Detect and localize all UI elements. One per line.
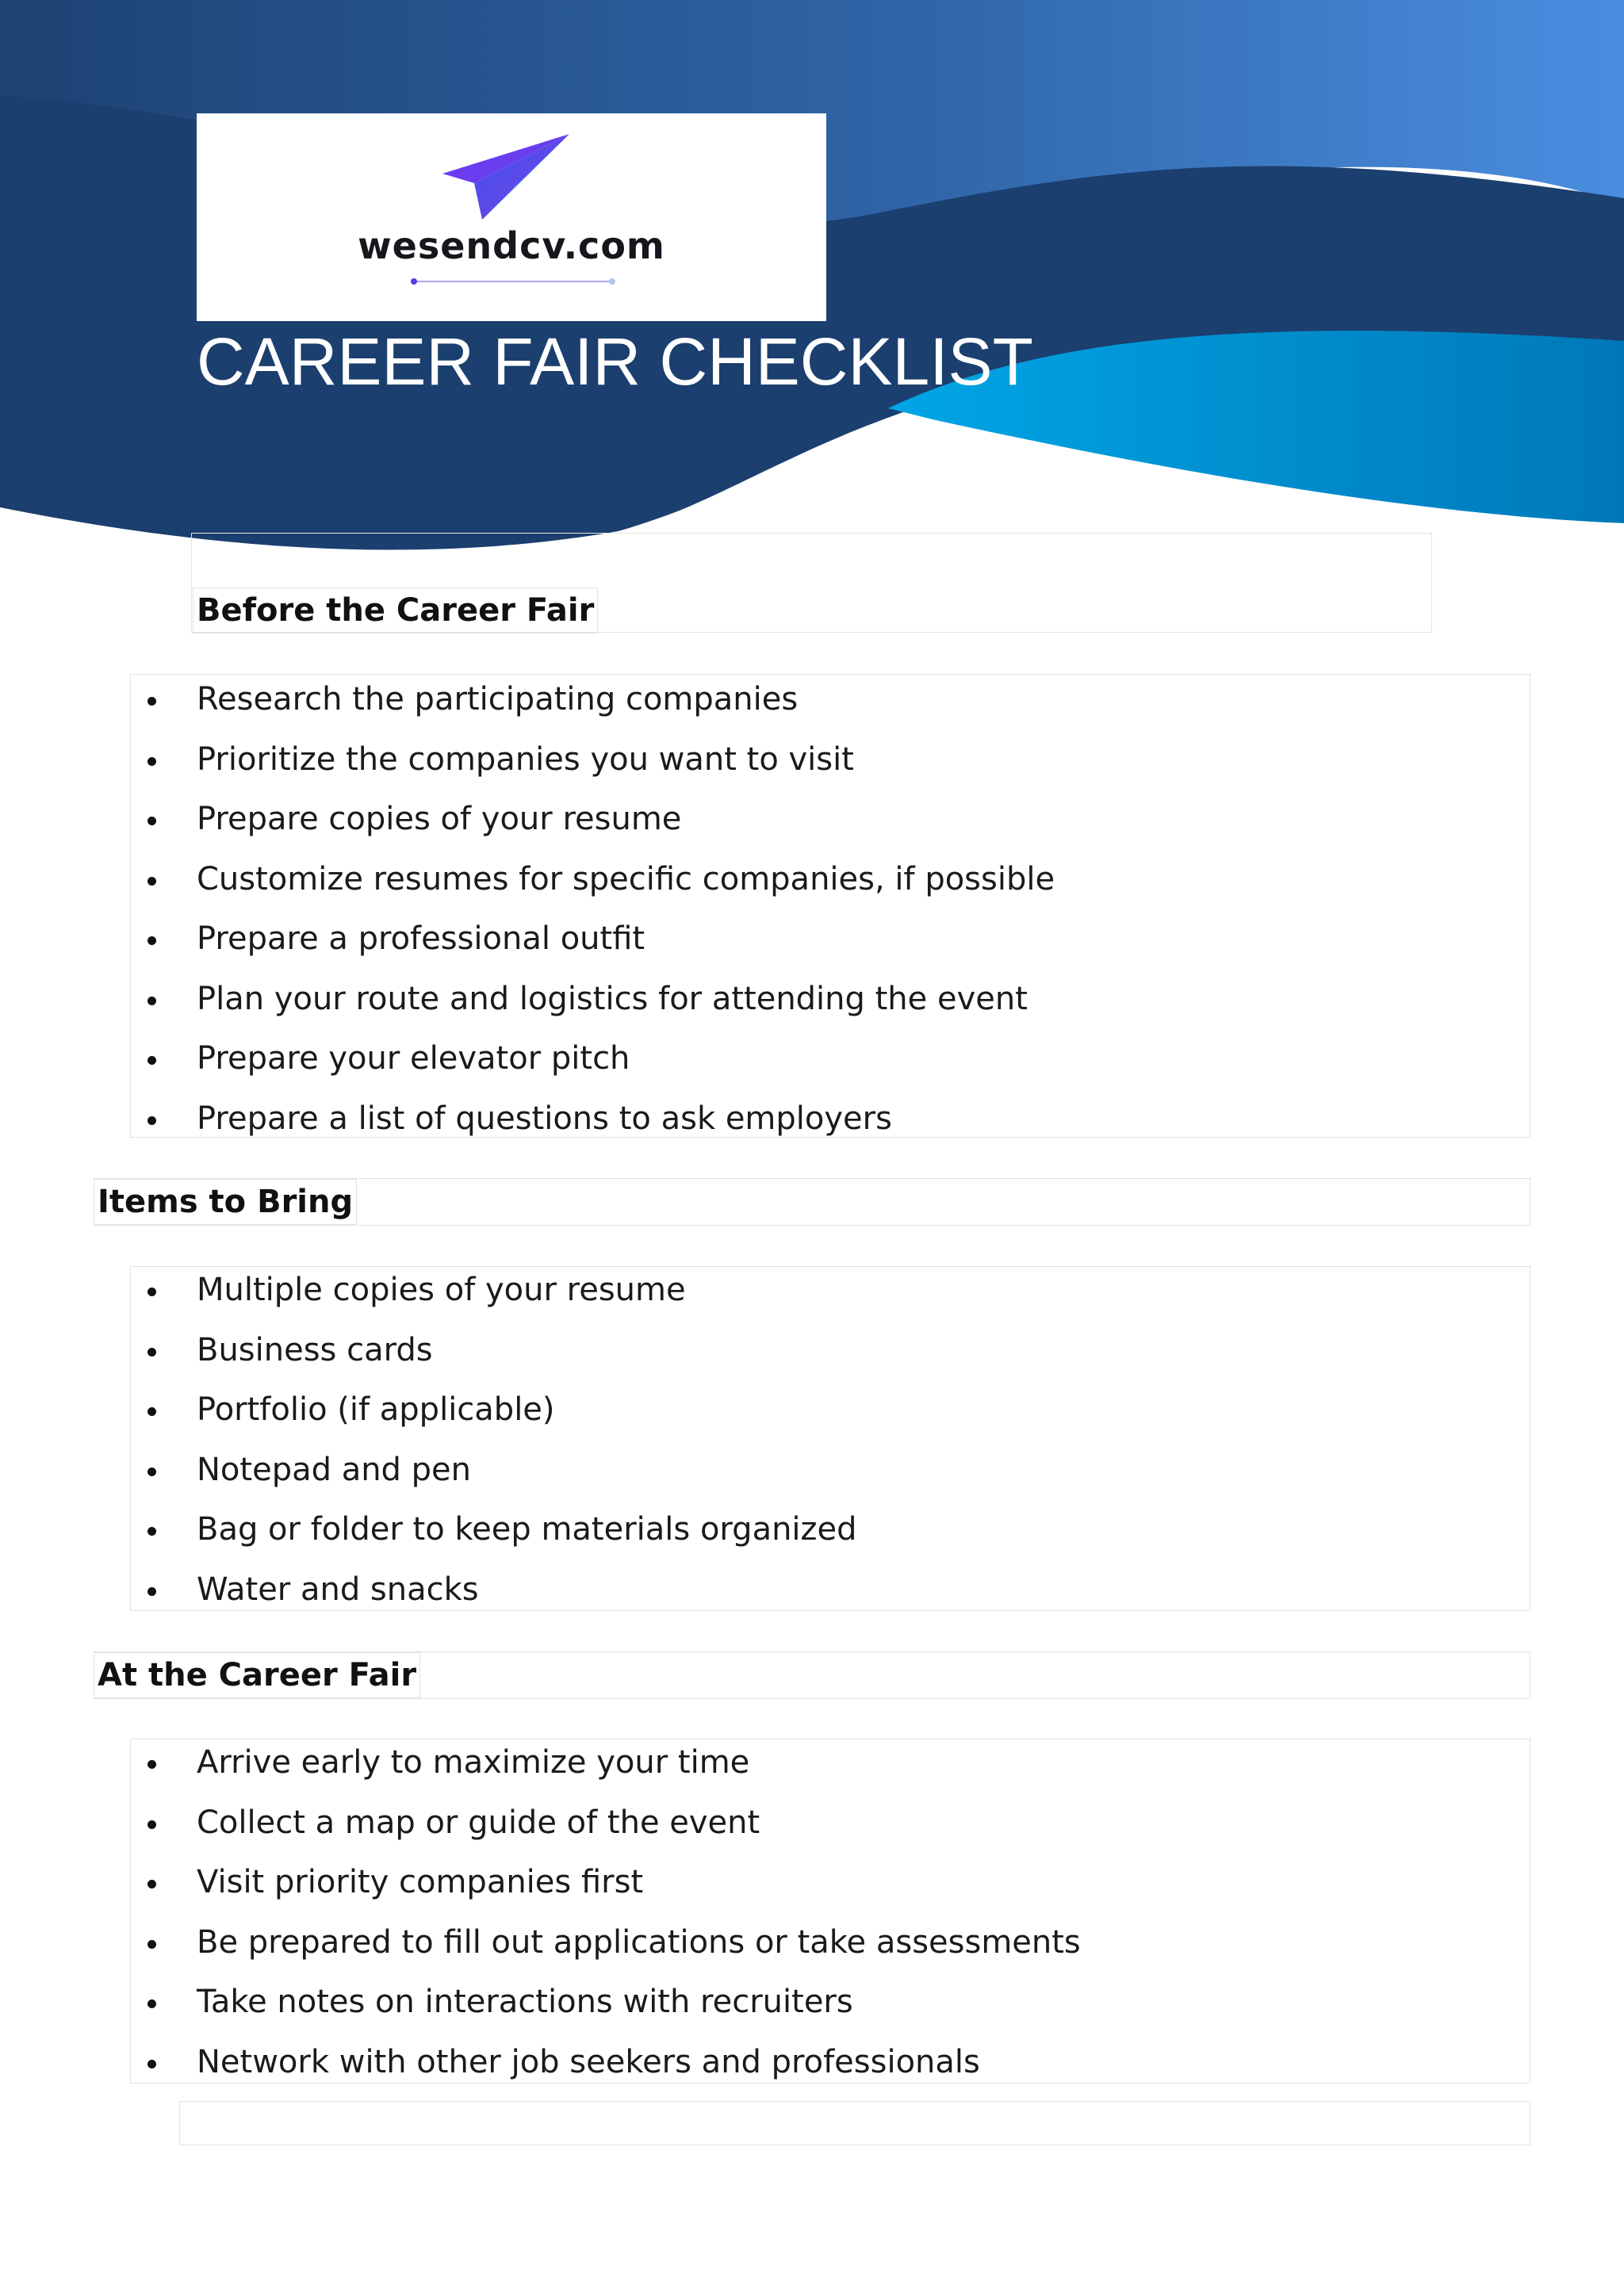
bullet-icon [147,757,156,766]
bullet-icon [147,936,156,945]
checklist-at [130,1733,1530,2092]
page-title: CAREER FAIR CHECKLIST [197,324,1033,399]
bullet-icon [147,1880,156,1888]
bullet-icon [147,1348,156,1357]
list-item: Research the participating companies [130,670,1530,730]
list-item: Network with other job seekers and professionals [130,2033,1530,2093]
bullet-icon [147,1820,156,1829]
bullet-icon [147,1999,156,2008]
list-item: Prepare copies of your resume [130,790,1530,850]
bullet-icon [147,1587,156,1596]
logo-underline [409,277,617,285]
bullet-icon [147,697,156,706]
bullet-icon [147,1288,156,1296]
bullet-icon [147,1940,156,1949]
list-item: Collect a map or guide of the event [130,1793,1530,1854]
list-item: Portfolio (if applicable) [130,1380,1530,1441]
section-heading-at: At the Career Fair [94,1652,420,1698]
bullet-icon [147,1407,156,1416]
list-item: Multiple copies of your resume [130,1261,1530,1321]
empty-frame [179,2101,1530,2145]
list-item: Bag or folder to keep materials organized [130,1500,1530,1560]
checklist-before [130,670,1530,1149]
logo-box [197,113,826,321]
list-item: Prepare a list of questions to ask employers [130,1089,1530,1150]
list-item: Be prepared to fill out applications or take assessments [130,1913,1530,1973]
list-item: Prepare a professional outfit [130,909,1530,970]
logo-text: wesendcv.com [358,224,665,267]
bullet-icon [147,1056,156,1065]
bullet-icon [147,1527,156,1536]
list-item: Customize resumes for specific companies, if possible [130,850,1530,910]
bullet-icon [147,1468,156,1476]
list-item: Notepad and pen [130,1441,1530,1501]
list-item: Plan your route and logistics for attending the event [130,970,1530,1030]
list-item: Business cards [130,1321,1530,1381]
list-item: Arrive early to maximize your time [130,1733,1530,1793]
section-heading-items: Items to Bring [94,1179,357,1225]
list-item: Take notes on interactions with recruiters [130,1973,1530,2033]
paper-plane-icon [442,134,569,228]
bullet-icon [147,997,156,1005]
section-heading-before: Before the Career Fair [193,587,598,633]
list-item: Water and snacks [130,1560,1530,1621]
list-item: Visit priority companies first [130,1853,1530,1913]
bullet-icon [147,1760,156,1769]
list-item: Prepare your elevator pitch [130,1029,1530,1089]
checklist-items [130,1261,1530,1620]
bullet-icon [147,877,156,886]
bullet-icon [147,1116,156,1125]
list-item: Prioritize the companies you want to visit [130,730,1530,790]
bullet-icon [147,2060,156,2068]
bullet-icon [147,817,156,825]
